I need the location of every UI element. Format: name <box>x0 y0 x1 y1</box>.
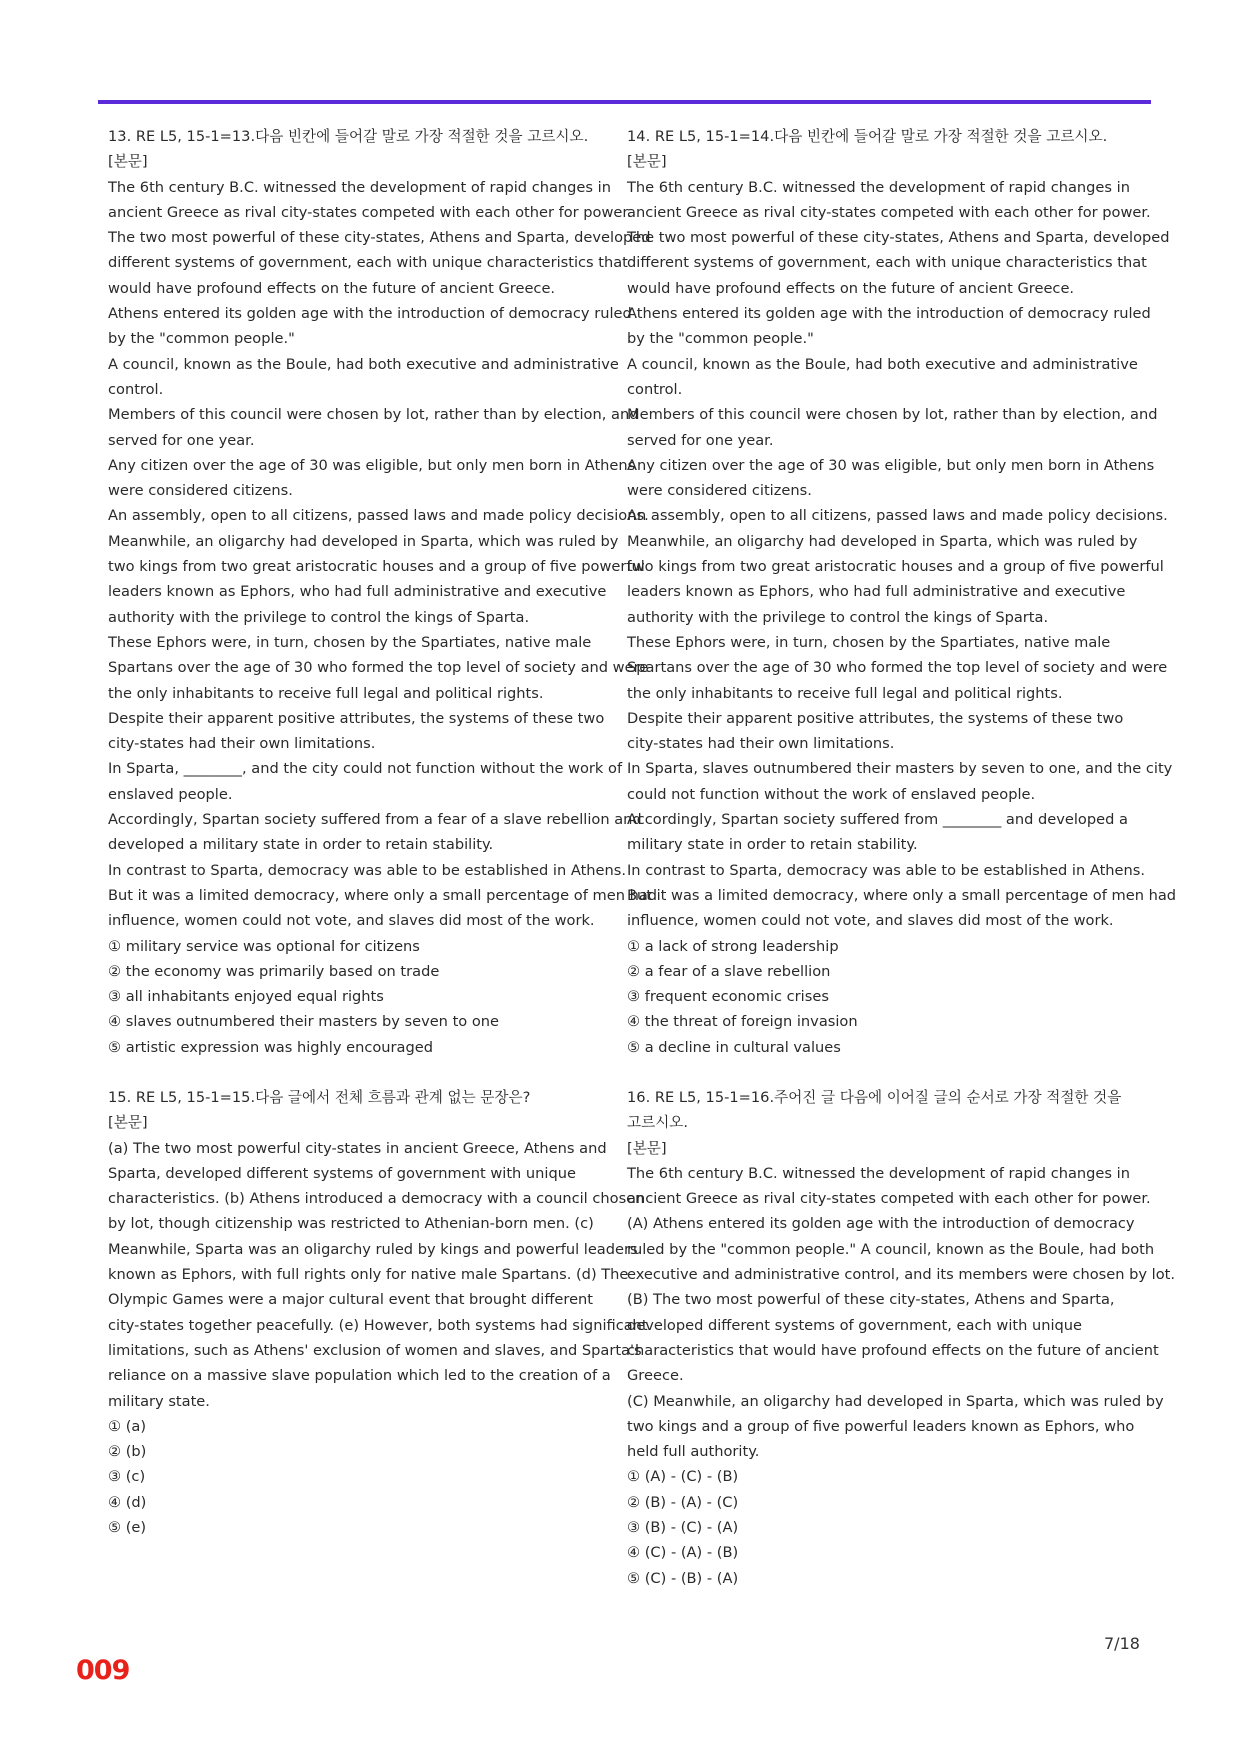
answer-option: ② the economy was primarily based on trade <box>108 962 440 980</box>
question-14-passage <box>627 175 1177 934</box>
passage-line: developed a military state in order to retain stability. <box>108 836 494 854</box>
passage-line: Spartans over the age of 30 who formed the top level of society and were <box>627 659 1168 677</box>
left-column <box>108 124 658 1565</box>
answer-option: ④ the threat of foreign invasion <box>627 1013 858 1031</box>
passage-line: Any citizen over the age of 30 was eligible, but only men born in Athens <box>627 456 1155 474</box>
question-15 <box>108 1085 648 1540</box>
passage-line: by lot, though citizenship was restricted to Athenian-born men. (c) <box>108 1215 594 1233</box>
answer-option: ② a fear of a slave rebellion <box>627 962 831 980</box>
passage-line: developed different systems of government, each with unique <box>627 1316 1083 1334</box>
passage-line: were considered citizens. <box>627 482 812 500</box>
passage-line: different systems of government, each with unique characteristics that <box>108 254 628 272</box>
passage-line: The 6th century B.C. witnessed the development of rapid changes in <box>627 1164 1130 1182</box>
passage-line: authority with the privilege to control the kings of Sparta. <box>108 608 530 626</box>
passage-line: Meanwhile, an oligarchy had developed in Sparta, which was ruled by <box>108 532 619 550</box>
answer-option: ⑤ (C) - (B) - (A) <box>627 1569 739 1587</box>
question-13-options <box>108 934 613 1060</box>
answer-option: ① (a) <box>108 1417 147 1435</box>
passage-line: executive and administrative control, and its members were chosen by lot. <box>627 1266 1176 1284</box>
answer-option: ④ slaves outnumbered their masters by seven to one <box>108 1013 500 1031</box>
passage-line: limitations, such as Athens' exclusion of women and slaves, and Sparta's <box>108 1341 642 1359</box>
passage-line: different systems of government, each with unique characteristics that <box>627 254 1147 272</box>
passage-line: could not function without the work of enslaved people. <box>627 785 1036 803</box>
passage-line: (B) The two most powerful of these city-states, Athens and Sparta, <box>627 1291 1115 1309</box>
question-16-heading <box>627 1085 1132 1136</box>
answer-option: ① a lack of strong leadership <box>627 937 839 955</box>
question-15-options <box>108 1414 613 1540</box>
top-divider <box>98 100 1151 104</box>
passage-line: Athens entered its golden age with the introduction of democracy ruled <box>627 305 1151 323</box>
answer-option: ③ (B) - (C) - (A) <box>627 1519 739 1537</box>
passage-line: ancient Greece as rival city-states competed with each other for power. <box>627 1190 1151 1208</box>
passage-line: reliance on a massive slave population which led to the creation of a <box>108 1367 611 1385</box>
passage-line: Members of this council were chosen by lot, rather than by election, and <box>627 406 1158 424</box>
passage-line: would have profound effects on the future of ancient Greece. <box>108 279 556 297</box>
question-16 <box>627 1085 1176 1591</box>
passage-line: ancient Greece as rival city-states competed with each other for power. <box>108 203 632 221</box>
question-13-passage <box>108 175 658 934</box>
answer-option: ③ all inhabitants enjoyed equal rights <box>108 988 384 1006</box>
page-number: 7/18 <box>1104 1634 1140 1653</box>
question-14 <box>627 124 1177 1060</box>
passage-line: by the "common people." <box>627 330 814 348</box>
passage-line: characteristics that would have profound effects on the future of ancient <box>627 1341 1159 1359</box>
passage-line: (a) The two most powerful city-states in ancient Greece, Athens and <box>108 1139 607 1157</box>
question-16-passage <box>627 1161 1176 1465</box>
passage-line: by the "common people." <box>108 330 295 348</box>
passage-line: An assembly, open to all citizens, passed laws and made policy decisions. <box>627 507 1168 525</box>
passage-line: two kings and a group of five powerful leaders known as Ephors, who <box>627 1417 1135 1435</box>
passage-line: (A) Athens entered its golden age with the introduction of democracy <box>627 1215 1135 1233</box>
answer-option: ② (b) <box>108 1443 147 1461</box>
right-column <box>627 124 1177 1616</box>
answer-option: ⑤ artistic expression was highly encouraged <box>108 1038 433 1056</box>
passage-line: Meanwhile, an oligarchy had developed in Sparta, which was ruled by <box>627 532 1138 550</box>
question-13 <box>108 124 658 1060</box>
passage-line: two kings from two great aristocratic houses and a group of five powerful <box>627 558 1164 576</box>
passage-line: ancient Greece as rival city-states competed with each other for power. <box>627 203 1151 221</box>
passage-tag: [본문] <box>627 153 667 171</box>
passage-line: Spartans over the age of 30 who formed the top level of society and were <box>108 659 649 677</box>
passage-line: military state in order to retain stability. <box>627 836 918 854</box>
passage-line: In contrast to Sparta, democracy was able to be established in Athens. <box>627 861 1146 879</box>
answer-option: ④ (C) - (A) - (B) <box>627 1544 739 1562</box>
passage-line: Any citizen over the age of 30 was eligible, but only men born in Athens <box>108 456 636 474</box>
brand-logo: 009 <box>76 1655 130 1686</box>
passage-line: In Sparta, slaves outnumbered their masters by seven to one, and the city <box>627 760 1173 778</box>
passage-line: These Ephors were, in turn, chosen by the Spartiates, native male <box>108 633 592 651</box>
answer-option: ③ frequent economic crises <box>627 988 829 1006</box>
passage-line: military state. <box>108 1392 210 1410</box>
passage-line: held full authority. <box>627 1443 760 1461</box>
passage-line: Members of this council were chosen by lot, rather than by election, and <box>108 406 639 424</box>
passage-line: In Sparta, ________, and the city could not function without the work of <box>108 760 623 778</box>
passage-line: But it was a limited democracy, where only a small percentage of men had <box>627 886 1177 904</box>
question-14-heading: 14. RE L5, 15-1=14.다음 빈칸에 들어갈 말로 가장 적절한 것을 고르시오. <box>627 128 1108 145</box>
question-13-heading: 13. RE L5, 15-1=13.다음 빈칸에 들어갈 말로 가장 적절한 것을 고르시오. <box>108 128 589 145</box>
passage-line: But it was a limited democracy, where only a small percentage of men had <box>108 886 658 904</box>
answer-option: ① military service was optional for citizens <box>108 937 420 955</box>
passage-line: Despite their apparent positive attributes, the systems of these two <box>627 709 1124 727</box>
passage-line: two kings from two great aristocratic houses and a group of five powerful <box>108 558 645 576</box>
passage-line: In contrast to Sparta, democracy was able to be established in Athens. <box>108 861 627 879</box>
passage-line: the only inhabitants to receive full legal and political rights. <box>627 684 1063 702</box>
passage-line: city-states had their own limitations. <box>627 735 895 753</box>
answer-option: ③ (c) <box>108 1468 146 1486</box>
passage-line: The two most powerful of these city-states, Athens and Sparta, developed <box>108 229 651 247</box>
passage-line: The two most powerful of these city-states, Athens and Sparta, developed <box>627 229 1170 247</box>
passage-line: Athens entered its golden age with the introduction of democracy ruled <box>108 305 632 323</box>
passage-line: served for one year. <box>108 431 255 449</box>
heading-line: 16. RE L5, 15-1=16.주어진 글 다음에 이어질 글의 순서로 가장 적절한 것을 <box>627 1088 1122 1106</box>
passage-line: control. <box>627 380 683 398</box>
passage-line: known as Ephors, with full rights only for native male Spartans. (d) The <box>108 1266 629 1284</box>
passage-line: the only inhabitants to receive full legal and political rights. <box>108 684 544 702</box>
passage-line: An assembly, open to all citizens, passed laws and made policy decisions. <box>108 507 649 525</box>
passage-line: The 6th century B.C. witnessed the development of rapid changes in <box>108 178 611 196</box>
passage-line: Meanwhile, Sparta was an oligarchy ruled by kings and powerful leaders <box>108 1240 638 1258</box>
answer-option: ④ (d) <box>108 1493 147 1511</box>
question-15-heading: 15. RE L5, 15-1=15.다음 글에서 전체 흐름과 관계 없는 문장은? <box>108 1088 531 1106</box>
passage-line: were considered citizens. <box>108 482 293 500</box>
passage-line: Despite their apparent positive attributes, the systems of these two <box>108 709 605 727</box>
answer-option: ② (B) - (A) - (C) <box>627 1493 739 1511</box>
passage-line: city-states together peacefully. (e) However, both systems had significant <box>108 1316 648 1334</box>
passage-line: authority with the privilege to control the kings of Sparta. <box>627 608 1049 626</box>
passage-line: The 6th century B.C. witnessed the development of rapid changes in <box>627 178 1130 196</box>
passage-tag: [본문] <box>627 1139 667 1157</box>
passage-line: enslaved people. <box>108 785 233 803</box>
passage-tag: [본문] <box>108 1114 148 1132</box>
passage-line: Accordingly, Spartan society suffered from ________ and developed a <box>627 811 1128 829</box>
passage-line: (C) Meanwhile, an oligarchy had developed in Sparta, which was ruled by <box>627 1392 1164 1410</box>
answer-option: ⑤ (e) <box>108 1519 147 1537</box>
passage-line: control. <box>108 380 164 398</box>
heading-line: 고르시오. <box>627 1114 689 1132</box>
passage-line: leaders known as Ephors, who had full administrative and executive <box>108 583 607 601</box>
answer-option: ⑤ a decline in cultural values <box>627 1038 841 1056</box>
passage-line: influence, women could not vote, and slaves did most of the work. <box>108 912 595 930</box>
passage-line: city-states had their own limitations. <box>108 735 376 753</box>
passage-line: characteristics. (b) Athens introduced a democracy with a council chosen <box>108 1190 645 1208</box>
passage-line: served for one year. <box>627 431 774 449</box>
passage-line: A council, known as the Boule, had both executive and administrative <box>108 355 619 373</box>
question-16-options <box>627 1464 1132 1590</box>
passage-line: leaders known as Ephors, who had full administrative and executive <box>627 583 1126 601</box>
passage-line: These Ephors were, in turn, chosen by the Spartiates, native male <box>627 633 1111 651</box>
passage-line: Sparta, developed different systems of government with unique <box>108 1164 576 1182</box>
question-14-options <box>627 934 1132 1060</box>
passage-line: ruled by the "common people." A council, known as the Boule, had both <box>627 1240 1155 1258</box>
passage-line: would have profound effects on the future of ancient Greece. <box>627 279 1075 297</box>
passage-line: Olympic Games were a major cultural event that brought different <box>108 1291 594 1309</box>
answer-option: ① (A) - (C) - (B) <box>627 1468 739 1486</box>
passage-line: A council, known as the Boule, had both executive and administrative <box>627 355 1138 373</box>
passage-tag: [본문] <box>108 153 148 171</box>
passage-line: Accordingly, Spartan society suffered from a fear of a slave rebellion and <box>108 811 642 829</box>
passage-line: influence, women could not vote, and slaves did most of the work. <box>627 912 1114 930</box>
passage-line: Greece. <box>627 1367 684 1385</box>
